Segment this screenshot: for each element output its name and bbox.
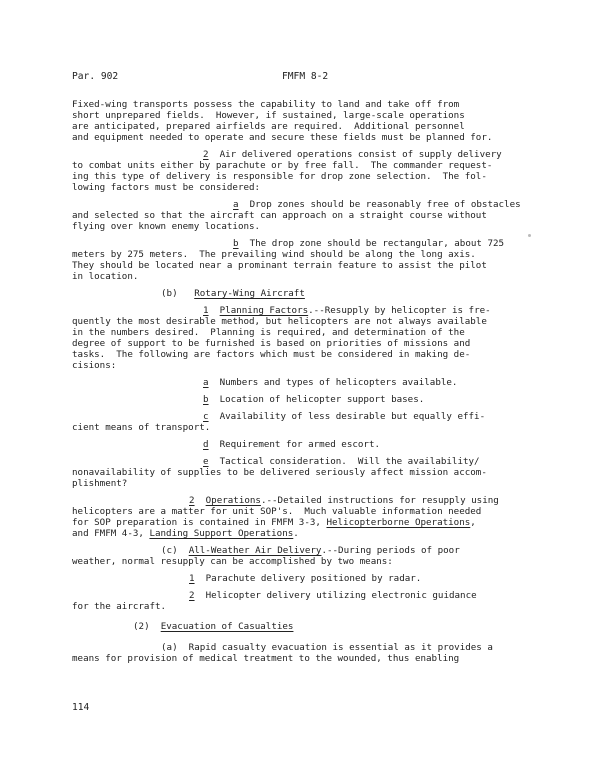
text-line: cient means of transport. <box>72 422 211 433</box>
text-line: for SOP preparation is contained in FMFM 3-3, Helicopterborne Operations, <box>72 517 476 528</box>
text-line: ing this type of delivery is responsible for drop zone selection. The fol- <box>72 171 487 182</box>
text-line: They should be located near a prominant terrain feature to assist the pilot <box>72 260 487 271</box>
factor-item: b Location of helicopter support bases. <box>203 394 425 405</box>
text-line: (a) Rapid casualty evacuation is essential as it provides a <box>161 642 493 653</box>
text-line: plishment? <box>72 478 128 489</box>
text-line: degree of support to be furnished is based on priorities of missions and <box>72 338 471 349</box>
text-line: to combat units either by parachute or by free fall. The commander request- <box>72 160 493 171</box>
paragraph-2: 2 Air delivered operations consist of supply delivery <box>203 149 502 160</box>
section-heading-c: (c) All-Weather Air Delivery.--During periods of poor <box>161 545 460 556</box>
paragraph-reference: Par. 902 <box>72 71 119 82</box>
text-line: cisions: <box>72 360 117 371</box>
subparagraph-letter: b <box>233 238 239 249</box>
factor-item: c Availability of less desirable but equally effi- <box>203 411 486 422</box>
subparagraph-number: 2 <box>203 149 209 160</box>
paragraph-2b: b The drop zone should be rectangular, about 725 <box>233 238 505 249</box>
section-heading-2: (2) Evacuation of Casualties <box>133 621 294 632</box>
text-line: quently the most desirable method, but helicopters are not always available <box>72 316 487 327</box>
section-heading-b: (b) Rotary-Wing Aircraft <box>161 288 305 299</box>
text-line: weather, normal resupply can be accomplished by two means: <box>72 556 393 567</box>
means-item: 1 Parachute delivery positioned by radar. <box>189 573 422 584</box>
planning-factors-heading: 1 Planning Factors.--Resupply by helicopter is fre- <box>203 305 491 316</box>
subparagraph-letter: a <box>233 199 239 210</box>
scan-speck <box>528 234 531 237</box>
factor-item: e Tactical consideration. Will the availability/ <box>203 456 480 467</box>
factor-item: d Requirement for armed escort. <box>203 439 381 450</box>
text-line: and selected so that the aircraft can approach on a straight course without <box>72 210 487 221</box>
section-title: Rotary-Wing Aircraft <box>194 288 305 299</box>
text-line: in location. <box>72 271 139 282</box>
text-line: helicopters are a matter for unit SOP's. Much valuable information needed <box>72 506 482 517</box>
text-line: and FMFM 4-3, Landing Support Operations. <box>72 528 299 539</box>
subsection-title: Planning Factors <box>219 305 309 316</box>
manual-number: FMFM 8-2 <box>282 71 329 82</box>
text-line: short unprepared fields. However, if sustained, large-scale operations <box>72 110 465 121</box>
text-line: meters by 275 meters. The prevailing wind should be along the long axis. <box>72 249 476 260</box>
operations-heading: 2 Operations.--Detailed instructions for resupply using <box>189 495 499 506</box>
text-line: and equipment needed to operate and secure these fields must be planned for. <box>72 132 493 143</box>
page-number: 114 <box>72 702 90 713</box>
text-line: means for provision of medical treatment to the wounded, thus enabling <box>72 653 460 664</box>
referenced-manual-title: Landing Support Operations <box>149 528 294 539</box>
means-item: 2 Helicopter delivery utilizing electronic guidance <box>189 590 477 601</box>
text-line: for the aircraft. <box>72 601 167 612</box>
text-line: tasks. The following are factors which must be considered in making de- <box>72 349 471 360</box>
text-line: nonavailability of supplies to be delivered seriously affect mission accom- <box>72 467 487 478</box>
text-line: flying over known enemy locations. <box>72 221 261 232</box>
section-title: Evacuation of Casualties <box>160 621 294 632</box>
factor-item: a Numbers and types of helicopters available. <box>203 377 458 388</box>
paragraph-2a: a Drop zones should be reasonably free of obstacles <box>233 199 521 210</box>
text-line: Fixed-wing transports possess the capability to land and take off from <box>72 99 460 110</box>
referenced-manual-title: Helicopterborne Operations <box>326 517 471 528</box>
section-title: All-Weather Air Delivery <box>188 545 322 556</box>
text-line: in the numbers desired. Planning is required, and determination of the <box>72 327 465 338</box>
text-line: lowing factors must be considered: <box>72 182 261 193</box>
text-line: are anticipated, prepared airfields are required. Additional personnel <box>72 121 465 132</box>
subsection-title: Operations <box>205 495 261 506</box>
